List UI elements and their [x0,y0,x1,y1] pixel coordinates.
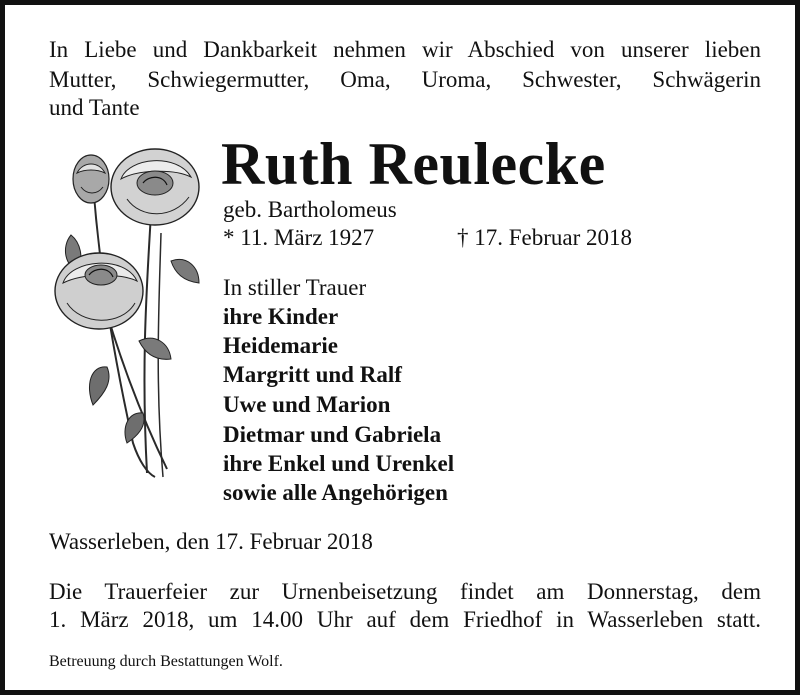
deceased-name: Ruth Reulecke [221,131,606,197]
intro-line-2: Mutter, Schwiegermutter, Oma, Uroma, Schwester, Schwägerin [49,67,761,92]
mourner-line: ihre Kinder [223,304,339,329]
intro-line-3: und Tante [49,95,140,120]
ceremony-line-1: Die Trauerfeier zur Urnenbeisetzung findet am Donnerstag, dem [49,579,761,604]
maiden-name: geb. Bartholomeus [223,197,397,222]
birth-date: * 11. März 1927 [223,225,375,250]
intro-line-1: In Liebe und Dankbarkeit nehmen wir Abschied von unserer lieben [49,37,761,62]
ceremony-line-2: 1. März 2018, um 14.00 Uhr auf dem Friedhof in Wasserleben statt. [49,607,761,632]
roses-icon [51,143,211,483]
mourner-line: Dietmar und Gabriela [223,422,442,447]
funeral-home-note: Betreuung durch Bestattungen Wolf. [49,653,283,670]
death-date: † 17. Februar 2018 [457,225,633,250]
mourner-line: sowie alle Angehörigen [223,480,448,505]
mourner-line: Uwe und Marion [223,392,391,417]
mourner-line: Heidemarie [223,333,338,358]
mourner-line: Margritt und Ralf [223,362,402,387]
place-date: Wasserleben, den 17. Februar 2018 [49,529,373,554]
mourner-line: ihre Enkel und Urenkel [223,451,455,476]
mourning-intro: In stiller Trauer [223,275,367,300]
